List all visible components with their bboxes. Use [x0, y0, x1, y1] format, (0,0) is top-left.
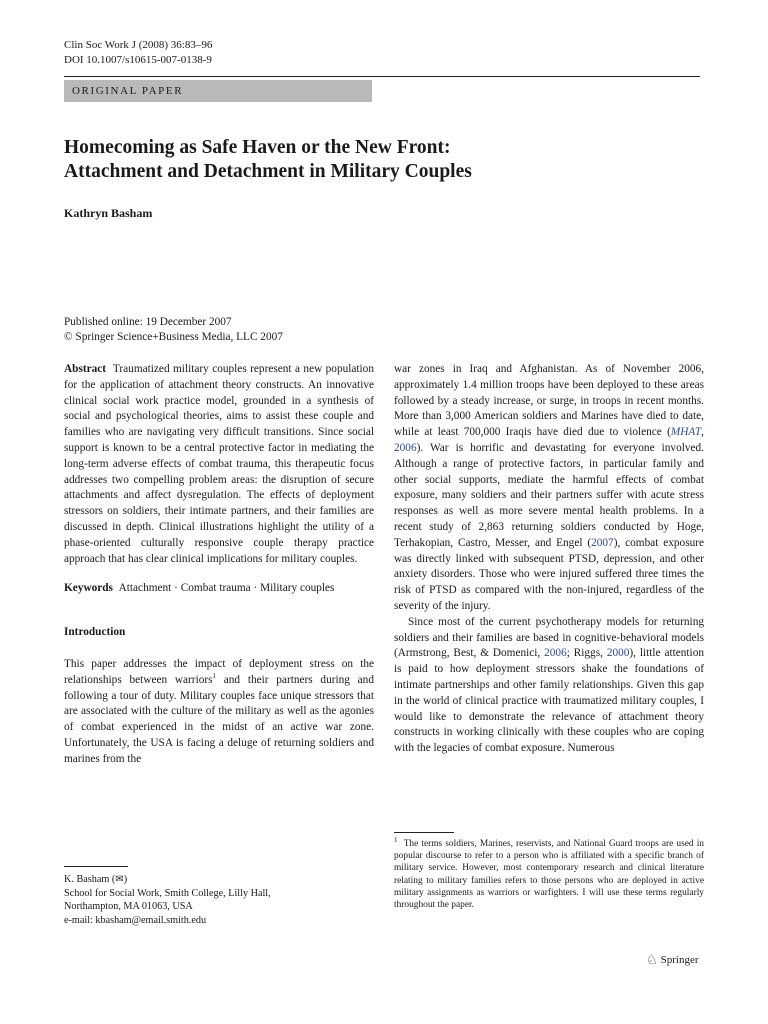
p1-text-b: ). War is horrific and devastating for everyone involved. Although a range of protective factors, in particular family and other social supports, mediate the harmful effects of combat exposure, many soldiers and their partners suffer with acute stress responses as well as more severe mental health problems. In a recent study of 2,863 returning soldiers conducted by Hoge, Terhakopian, Castro, Messer, and Engel ( [394, 441, 704, 549]
springer-horse-icon: ♘ [646, 952, 658, 967]
p1-text-c: ), combat exposure was directly linked with subsequent PTSD, depression, and other anxiety disorders. Those who were injured suffered three times the risk of PTSD as compared with the non-injured, regardless of the severity of the injury. [394, 536, 705, 612]
body-paragraph-2 [394, 615, 704, 757]
keywords-text: Attachment · Combat trauma · Military couples [118, 582, 335, 595]
header-rule [64, 76, 700, 77]
keywords [64, 581, 374, 597]
right-column [394, 362, 704, 757]
p2-text-a: Since most of the current psychotherapy models for returning soldiers and their families are based in cognitive-behavioral models (Armstrong, Best, & Domenici, [394, 615, 704, 660]
p2-text-c: ), little attention is paid to how deployment stressors shake the foundations of intimate partnerships and other family relationships. Given this gap in the world of clinical practice with traumatized military couples, I would like to demonstrate the relevance of attachment theory constructs in working clinically with these couples who are coping with the legacies of combat exposure. Numerous [394, 647, 704, 755]
affiliation-rule [64, 866, 128, 867]
copyright-line: © Springer Science+Business Media, LLC 2007 [64, 331, 283, 343]
published-date: Published online: 19 December 2007 [64, 316, 232, 328]
p2-text-b: ; Riggs, [566, 647, 607, 660]
footnote-text: The terms soldiers, Marines, reservists, and National Guard troops are used in popular discourse to refer to a person who is affiliated with a specific branch of military service. However, most contemporary research and clinical literature relating to military families refers to those persons who are deployed in active military assignments as warriors or warfighters. I will use these terms regularly throughout the paper. [394, 839, 704, 911]
intro-text-a: This paper addresses the impact of deployment stress on the relationships between warriors [64, 657, 374, 686]
citation-hoge-year[interactable]: 2007 [591, 536, 614, 549]
publisher-logo [646, 952, 699, 968]
abstract-label: Abstract [64, 363, 107, 375]
citation-mhat[interactable]: MHAT [670, 426, 702, 439]
citation-riggs-year[interactable]: 2000 [606, 647, 630, 660]
citation-mhat-year[interactable]: 2006 [394, 441, 417, 454]
affiliation-line-1: School for Social Work, Smith College, Lilly Hall, [64, 887, 271, 899]
intro-text-b: and their partners during and following a tour of duty. Military couples face unique stressors that are associated with the culture of the military as well as the agonies of combat experienced in the midst of an active war zone. Unfortunately, the USA is facing a deluge of returning soldiers and marines from the [64, 673, 374, 765]
body-paragraph-1 [394, 362, 704, 615]
author-affiliation [64, 873, 374, 927]
p1-comma: , [701, 426, 704, 439]
publisher-name: Springer [660, 954, 699, 966]
keywords-label: Keywords [64, 582, 113, 595]
title-line-1: Homecoming as Safe Haven or the New Front: [64, 137, 451, 158]
section-label: ORIGINAL PAPER [64, 80, 372, 102]
left-column [64, 362, 374, 768]
abstract [64, 362, 374, 567]
journal-citation: Clin Soc Work J (2008) 36:83–96 [64, 39, 213, 51]
footnote-ref-1[interactable]: 1 [212, 671, 217, 680]
footnote-mark: 1 [394, 835, 398, 844]
introduction-paragraph [64, 657, 374, 768]
author-name: Kathryn Basham [64, 206, 153, 220]
abstract-text: Traumatized military couples represent a new population for the application of attachment theory constructs. An innovative clinical social work practice model, grounded in a synthesis of social and psychological theories, aims to assist these couple and families who are navigating very difficult transitions. Since social support is known to be a central protective factor in mediating the long-term adverse effects of combat trauma, this therapeutic focus addresses two compelling problem areas: the disruption of secure attachments and affect dysregulation. The effects of deployment stressors on soldiers, their intimate partners, and their families are discussed in depth. Clinical illustrations highlight the utility of a phase-oriented culturally responsive couple therapy practice approach that has clear clinical implications for military couples. [64, 363, 374, 565]
p1-text-a: war zones in Iraq and Afghanistan. As of November 2006, approximately 1.4 million troops have been deployed to these areas followed by a steady increase, or surge, in troops in recent months. More than 3,000 American soldiers and Marines have died to date, while at least 700,000 Iraqis have died due to violence ( [394, 363, 704, 439]
introduction-heading: Introduction [64, 626, 126, 639]
title-line-2: Attachment and Detachment in Military Couples [64, 161, 472, 182]
doi-line: DOI 10.1007/s10615-007-0138-9 [64, 54, 212, 66]
footnote-rule [394, 832, 454, 833]
article-title [64, 136, 704, 184]
affiliation-name: K. Basham (✉) [64, 874, 128, 885]
affiliation-line-2: Northampton, MA 01063, USA [64, 901, 193, 912]
affiliation-email[interactable]: e-mail: kbasham@email.smith.edu [64, 914, 207, 926]
journal-meta [64, 38, 212, 68]
footnote-1 [394, 835, 704, 911]
publication-info [64, 315, 283, 345]
citation-armstrong-year[interactable]: 2006 [544, 647, 567, 660]
